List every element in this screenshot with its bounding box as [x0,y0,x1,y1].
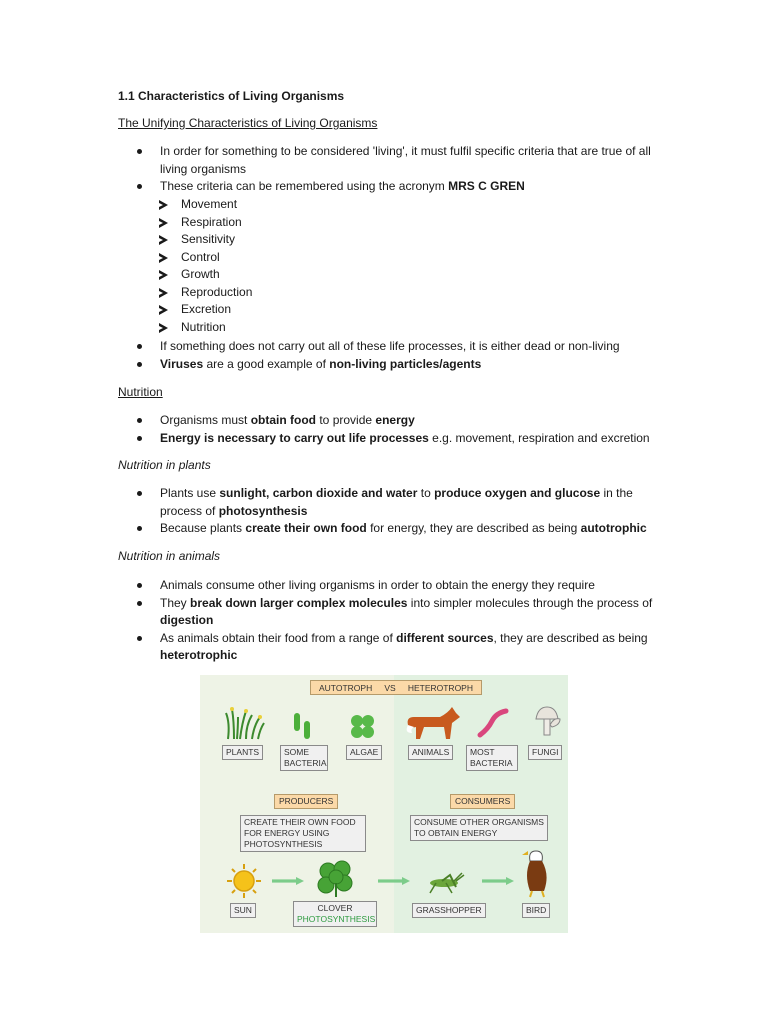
bullet-dot-icon [137,184,142,189]
arrow-bullet-icon [159,323,168,333]
label-plants: PLANTS [222,745,263,760]
rod-bacteria-icon [292,711,314,741]
label-sun: SUN [230,903,256,918]
arrow-bullet-icon [159,305,168,315]
eagle-icon [520,847,554,899]
list-item: Animals consume other living organisms in order to obtain the energy they require [137,577,657,595]
arrow-bullet-icon [159,270,168,280]
producers-tag: PRODUCERS [274,794,338,809]
bullet-dot-icon [137,491,142,496]
flow-arrow-icon [374,877,414,885]
flow-arrow-icon [268,877,308,885]
list-item: Movement [159,196,252,214]
sub-heading-plants: Nutrition in plants [118,458,211,472]
label-bird: BIRD [522,903,550,918]
list-item: Plants use sunlight, carbon dioxide and water to produce oxygen and glucose in the process of photosynthesis [137,485,657,520]
list-item: Sensitivity [159,231,252,249]
clover-icon [314,859,358,899]
consumers-tag: CONSUMERS [450,794,515,809]
sub-heading-animals: Nutrition in animals [118,549,221,563]
list-item: Reproduction [159,284,252,302]
label-fungi: FUNGI [528,745,562,760]
list-item: Organisms must obtain food to provide energy [137,412,657,430]
producers-description: CREATE THEIR OWN FOOD FOR ENERGY USING PHOTOSYNTHESIS [240,815,366,852]
sun-icon [226,863,262,899]
list-item: Excretion [159,301,252,319]
worm-bacteria-icon [476,707,510,741]
grasshopper-icon [426,871,466,895]
list-item: Because plants create their own food for energy, they are described as being autotrophic [137,520,657,538]
label-photosynthesis: PHOTOSYNTHESIS [297,914,376,924]
bullet-list-animals [137,577,657,665]
list-item: Growth [159,266,252,284]
bullet-dot-icon [137,636,142,641]
bullet-dot-icon [137,601,142,606]
list-item: If something does not carry out all of these life processes, it is either dead or non-living [137,338,657,356]
label-grasshopper: GRASSHOPPER [412,903,486,918]
section-heading-unifying: The Unifying Characteristics of Living Organisms [118,116,378,130]
arrow-bullet-icon [159,288,168,298]
consumers-description: CONSUME OTHER ORGANISMS TO OBTAIN ENERGY [410,815,548,841]
fox-icon [404,703,462,743]
mushroom-icon [532,703,562,739]
algae-icon [348,713,376,739]
label-some-bacteria: SOME BACTERIA [280,745,328,771]
list-item: These criteria can be remembered using the acronym MRS C GREN [137,178,657,196]
bullet-list-nutrition [137,412,657,447]
arrow-bullet-icon [159,218,168,228]
bullet-dot-icon [137,436,142,441]
bullet-list-criteria-intro [137,143,657,196]
section-heading-nutrition: Nutrition [118,385,163,399]
bullet-list-plants [137,485,657,538]
arrow-bullet-icon [159,235,168,245]
list-item: Viruses are a good example of non-living particles/agents [137,356,657,374]
label-most-bacteria: MOST BACTERIA [466,745,518,771]
arrow-bullet-icon [159,200,168,210]
bullet-dot-icon [137,583,142,588]
list-item: Respiration [159,214,252,232]
grass-icon [224,703,266,741]
bullet-dot-icon [137,149,142,154]
arrow-bullet-icon [159,253,168,263]
diagram-title: AUTOTROPH VS HETEROTROPH [310,680,482,695]
autotroph-vs-heterotroph-diagram [200,675,568,933]
list-item: They break down larger complex molecules into simpler molecules through the process of digestion [137,595,657,630]
list-item: Control [159,249,252,267]
label-clover: CLOVER PHOTOSYNTHESIS [293,901,377,927]
bullet-dot-icon [137,344,142,349]
list-item: Energy is necessary to carry out life processes e.g. movement, respiration and excretion [137,430,657,448]
bullet-dot-icon [137,418,142,423]
list-item: Nutrition [159,319,252,337]
page-title: 1.1 Characteristics of Living Organisms [118,89,345,103]
flow-arrow-icon [478,877,518,885]
criteria-list [159,196,252,336]
list-item: In order for something to be considered 'living', it must fulfil specific criteria that are true of all living organisms [137,143,657,178]
bullet-dot-icon [137,362,142,367]
bullet-dot-icon [137,526,142,531]
label-animals: ANIMALS [408,745,453,760]
list-item: As animals obtain their food from a range of different sources, they are described as being heterotrophic [137,630,657,665]
label-algae: ALGAE [346,745,382,760]
bullet-list-non-living [137,338,657,373]
